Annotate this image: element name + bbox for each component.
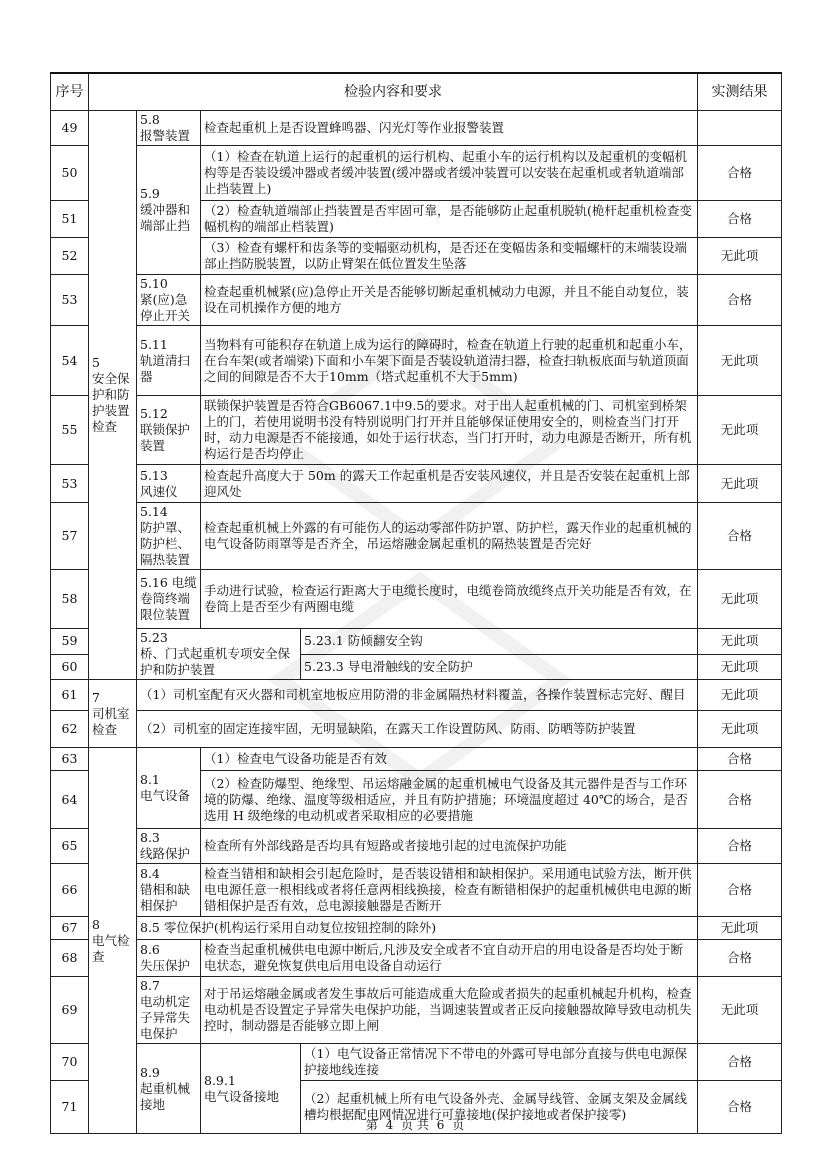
item-text: 检查所有外部线路是否均具有短路或者接地引起的过电流保护功能: [201, 829, 698, 864]
result-cell: 合格: [698, 146, 782, 201]
sub-item: 5.8 报警装置: [137, 111, 201, 146]
item-text: （1）检查在轨道上运行的起重机的运行机构、起重小车的运行机构以及起重机的变幅机构等是否装设缓冲器或者缓冲装置(缓冲器或者缓冲装置可以安装在起重机或者轨道端部止挡装置上): [201, 146, 698, 201]
table-row: [51, 396, 782, 465]
item-text: 5.23.1 防倾翻安全钩: [301, 629, 698, 655]
item-text: （1）电气设备正常情况下不带电的外露可导电部分直接与供电电源保护接地线连接: [301, 1044, 698, 1081]
inspection-table: [50, 72, 782, 1134]
footer-prefix: 第: [365, 1118, 378, 1132]
sub-item: 5.11 轨道清扫器: [137, 326, 201, 396]
item-text: 当物料有可能积存在轨道上成为运行的障碍时，检查在轨道上行驶的起重机和起重小车，在台车架(或者端梁)下面和小车架下面是否装设轨道清扫器，检查扫轨板底面与轨道顶面之间的间隙是否不大于10mm（塔式起重机不大于5mm): [201, 326, 698, 396]
result-cell: 无此项: [698, 396, 782, 465]
sub-sub-item: 8.9.1 电气设备接地: [201, 1044, 301, 1134]
sub-item: 8.7 电动机定子异常失电保护: [137, 977, 201, 1044]
item-text: （1）司机室配有灭火器和司机室地板应用防滑的非金属隔热材料覆盖，各操作装置标志完好、醒目: [137, 680, 698, 711]
table-header: [51, 73, 782, 111]
row-no: 52: [51, 238, 89, 275]
sub-item: 5.12 联锁保护装置: [137, 396, 201, 465]
result-cell: 无此项: [698, 917, 782, 940]
item-text: 检查起重机上是否设置蜂鸣器、闪光灯等作业报警装置: [201, 111, 698, 146]
result-cell: 无此项: [698, 711, 782, 748]
header-result: 实测结果: [698, 73, 782, 111]
sub-item: 5.13 风速仪: [137, 465, 201, 503]
row-no: 49: [51, 111, 89, 146]
row-no: 64: [51, 771, 89, 829]
table-row: [51, 977, 782, 1044]
item-text: （2）起重机械上所有电气设备外壳、金属导线管、金属支架及金属线槽均根据配电网情况进行可靠接地(保护接地或者保护接零): [301, 1081, 698, 1134]
category-cell: 7 司机室检查: [89, 680, 137, 748]
result-cell: 合格: [698, 201, 782, 238]
footer-suffix: 页: [452, 1118, 465, 1132]
table-row: [51, 570, 782, 629]
row-no: 53: [51, 465, 89, 503]
result-cell: 合格: [698, 771, 782, 829]
footer-mid: 页 共: [401, 1118, 429, 1132]
table-row: [51, 940, 782, 977]
result-cell: 无此项: [698, 654, 782, 680]
sub-item: 5.16 电缆卷筒终端限位装置: [137, 570, 201, 629]
result-cell: 无此项: [698, 977, 782, 1044]
table-row: [51, 629, 782, 655]
footer-total-pages: 6: [436, 1118, 445, 1132]
result-cell: 合格: [698, 748, 782, 771]
sub-item: 5.9 缓冲器和端部止挡: [137, 146, 201, 275]
row-no: 54: [51, 326, 89, 396]
header-content: 检验内容和要求: [89, 73, 698, 111]
row-no: 63: [51, 748, 89, 771]
category-cell: 8 电气检查: [89, 748, 137, 1134]
table-row: [51, 111, 782, 146]
row-no: 69: [51, 977, 89, 1044]
category-cell: 5 安全保护和防护装置检查: [89, 111, 137, 680]
item-text: 对于吊运熔融金属或者发生事故后可能造成重大危险或者损失的起重机械起升机构，检查电动机是否设置定子异常失电保护功能，当调速装置或者正反向接触器故障导致电动机失控时，制动器是否能够立即上闸: [201, 977, 698, 1044]
row-no: 55: [51, 396, 89, 465]
row-no: 68: [51, 940, 89, 977]
item-text: 检查当错相和缺相会引起危险时，是否装设错相和缺相保护。采用通电试验方法，断开供电电源任意一根相线或者将任意两相线换接，检查有断错相保护的起重机械供电电源的断错相保护是否有效，总电源接触器是否断开: [201, 864, 698, 917]
sub-item: 8.6 失压保护: [137, 940, 201, 977]
item-text: 8.5 零位保护(机构运行采用自动复位按钮控制的除外): [137, 917, 698, 940]
sub-item: 8.9 起重机械接地: [137, 1044, 201, 1134]
result-cell: 合格: [698, 503, 782, 570]
item-text: （2）检查轨道端部止挡装置是否牢固可靠，是否能够防止起重机脱轨(桅杆起重机检查变幅机构的端部止档装置): [201, 201, 698, 238]
result-cell: 合格: [698, 1081, 782, 1134]
table-row: [51, 829, 782, 864]
sub-item: 5.23 桥、门式起重机专项安全保护和防护装置: [137, 629, 301, 680]
result-cell: 无此项: [698, 680, 782, 711]
sub-item: 5.14 防护罩、防护栏、隔热装置: [137, 503, 201, 570]
item-text: （1）检查电气设备功能是否有效: [201, 748, 698, 771]
row-no: 70: [51, 1044, 89, 1081]
row-no: 66: [51, 864, 89, 917]
table-row: [51, 326, 782, 396]
result-cell: 合格: [698, 940, 782, 977]
item-text: 检查起升高度大于 50m 的露天工作起重机是否安装风速仪，并且是否安装在起重机上部迎风处: [201, 465, 698, 503]
result-cell: 合格: [698, 864, 782, 917]
result-cell: 无此项: [698, 570, 782, 629]
page-footer: [0, 1116, 830, 1133]
row-no: 67: [51, 917, 89, 940]
result-cell: 合格: [698, 829, 782, 864]
row-no: 61: [51, 680, 89, 711]
item-text: 检查当起重机械供电电源中断后,凡涉及安全或者不宜自动开启的用电设备是否均处于断电状态，避免恢复供电后用电设备自动运行: [201, 940, 698, 977]
item-text: 5.23.3 导电滑触线的安全防护: [301, 654, 698, 680]
result-cell: 合格: [698, 1044, 782, 1081]
item-text: （3）检查有螺杆和齿条等的变幅驱动机构，是否还在变幅齿条和变幅螺杆的末端装设端部止挡防脱装置，以防止臂架在低位置发生坠落: [201, 238, 698, 275]
item-text: （2）司机室的固定连接牢固，无明显缺陷，在露天工作设置防风、防雨、防晒等防护装置: [137, 711, 698, 748]
table-row: [51, 146, 782, 201]
footer-page-number: 4: [385, 1118, 394, 1132]
table-row: [51, 864, 782, 917]
table-row: [51, 465, 782, 503]
header-no: 序号: [51, 73, 89, 111]
item-text: 检查起重机械上外露的有可能伤人的运动零部件防护罩、防护栏，露天作业的起重机械的电气设备防雨罩等是否齐全，吊运熔融金属起重机的隔热装置是否完好: [201, 503, 698, 570]
inspection-table-page: [50, 72, 781, 1134]
table-row: [51, 275, 782, 326]
table-row: [51, 917, 782, 940]
result-cell: 无此项: [698, 629, 782, 655]
row-no: 53: [51, 275, 89, 326]
table-row: [51, 1044, 782, 1081]
row-no: 58: [51, 570, 89, 629]
row-no: 50: [51, 146, 89, 201]
row-no: 57: [51, 503, 89, 570]
row-no: 59: [51, 629, 89, 655]
row-no: 51: [51, 201, 89, 238]
table-row: [51, 680, 782, 711]
sub-item: 8.1 电气设备: [137, 748, 201, 829]
row-no: 60: [51, 654, 89, 680]
item-text: 检查起重机械紧(应)急停止开关是否能够切断起重机械动力电源，并且不能自动复位，装设在司机操作方便的地方: [201, 275, 698, 326]
result-cell: 无此项: [698, 465, 782, 503]
row-no: 65: [51, 829, 89, 864]
result-cell: 无此项: [698, 326, 782, 396]
item-text: （2）检查防爆型、绝缘型、吊运熔融金属的起重机械电气设备及其元器件是否与工作环境的防爆、绝缘、温度等级相适应，并且有防护措施；环境温度超过 40℃的场合，是否选用 H 级绝缘的电动机或者采取相应的必要措施: [201, 771, 698, 829]
result-cell: 无此项: [698, 238, 782, 275]
sub-item: 8.4 错相和缺相保护: [137, 864, 201, 917]
item-text: 手动进行试验，检查运行距离大于电缆长度时，电缆卷筒放缆终点开关功能是否有效，在卷筒上是否至少有两圈电缆: [201, 570, 698, 629]
table-row: [51, 711, 782, 748]
sub-item: 5.10 紧(应)急停止开关: [137, 275, 201, 326]
row-no: 71: [51, 1081, 89, 1134]
table-row: [51, 748, 782, 771]
item-text: 联锁保护装置是否符合GB6067.1中9.5的要求。对于出人起重机械的门、司机室到桥架上的门，若使用说明书没有特别说明门打开并且能够保证使用安全的，则检查当门打开时，动力电源是否不能接通，如处于运行状态，当门打开时，动力电源是否断开，所有机构运行是否均停止: [201, 396, 698, 465]
row-no: 62: [51, 711, 89, 748]
sub-item: 8.3 线路保护: [137, 829, 201, 864]
result-cell: 合格: [698, 275, 782, 326]
table-row: [51, 503, 782, 570]
result-cell: [698, 111, 782, 146]
